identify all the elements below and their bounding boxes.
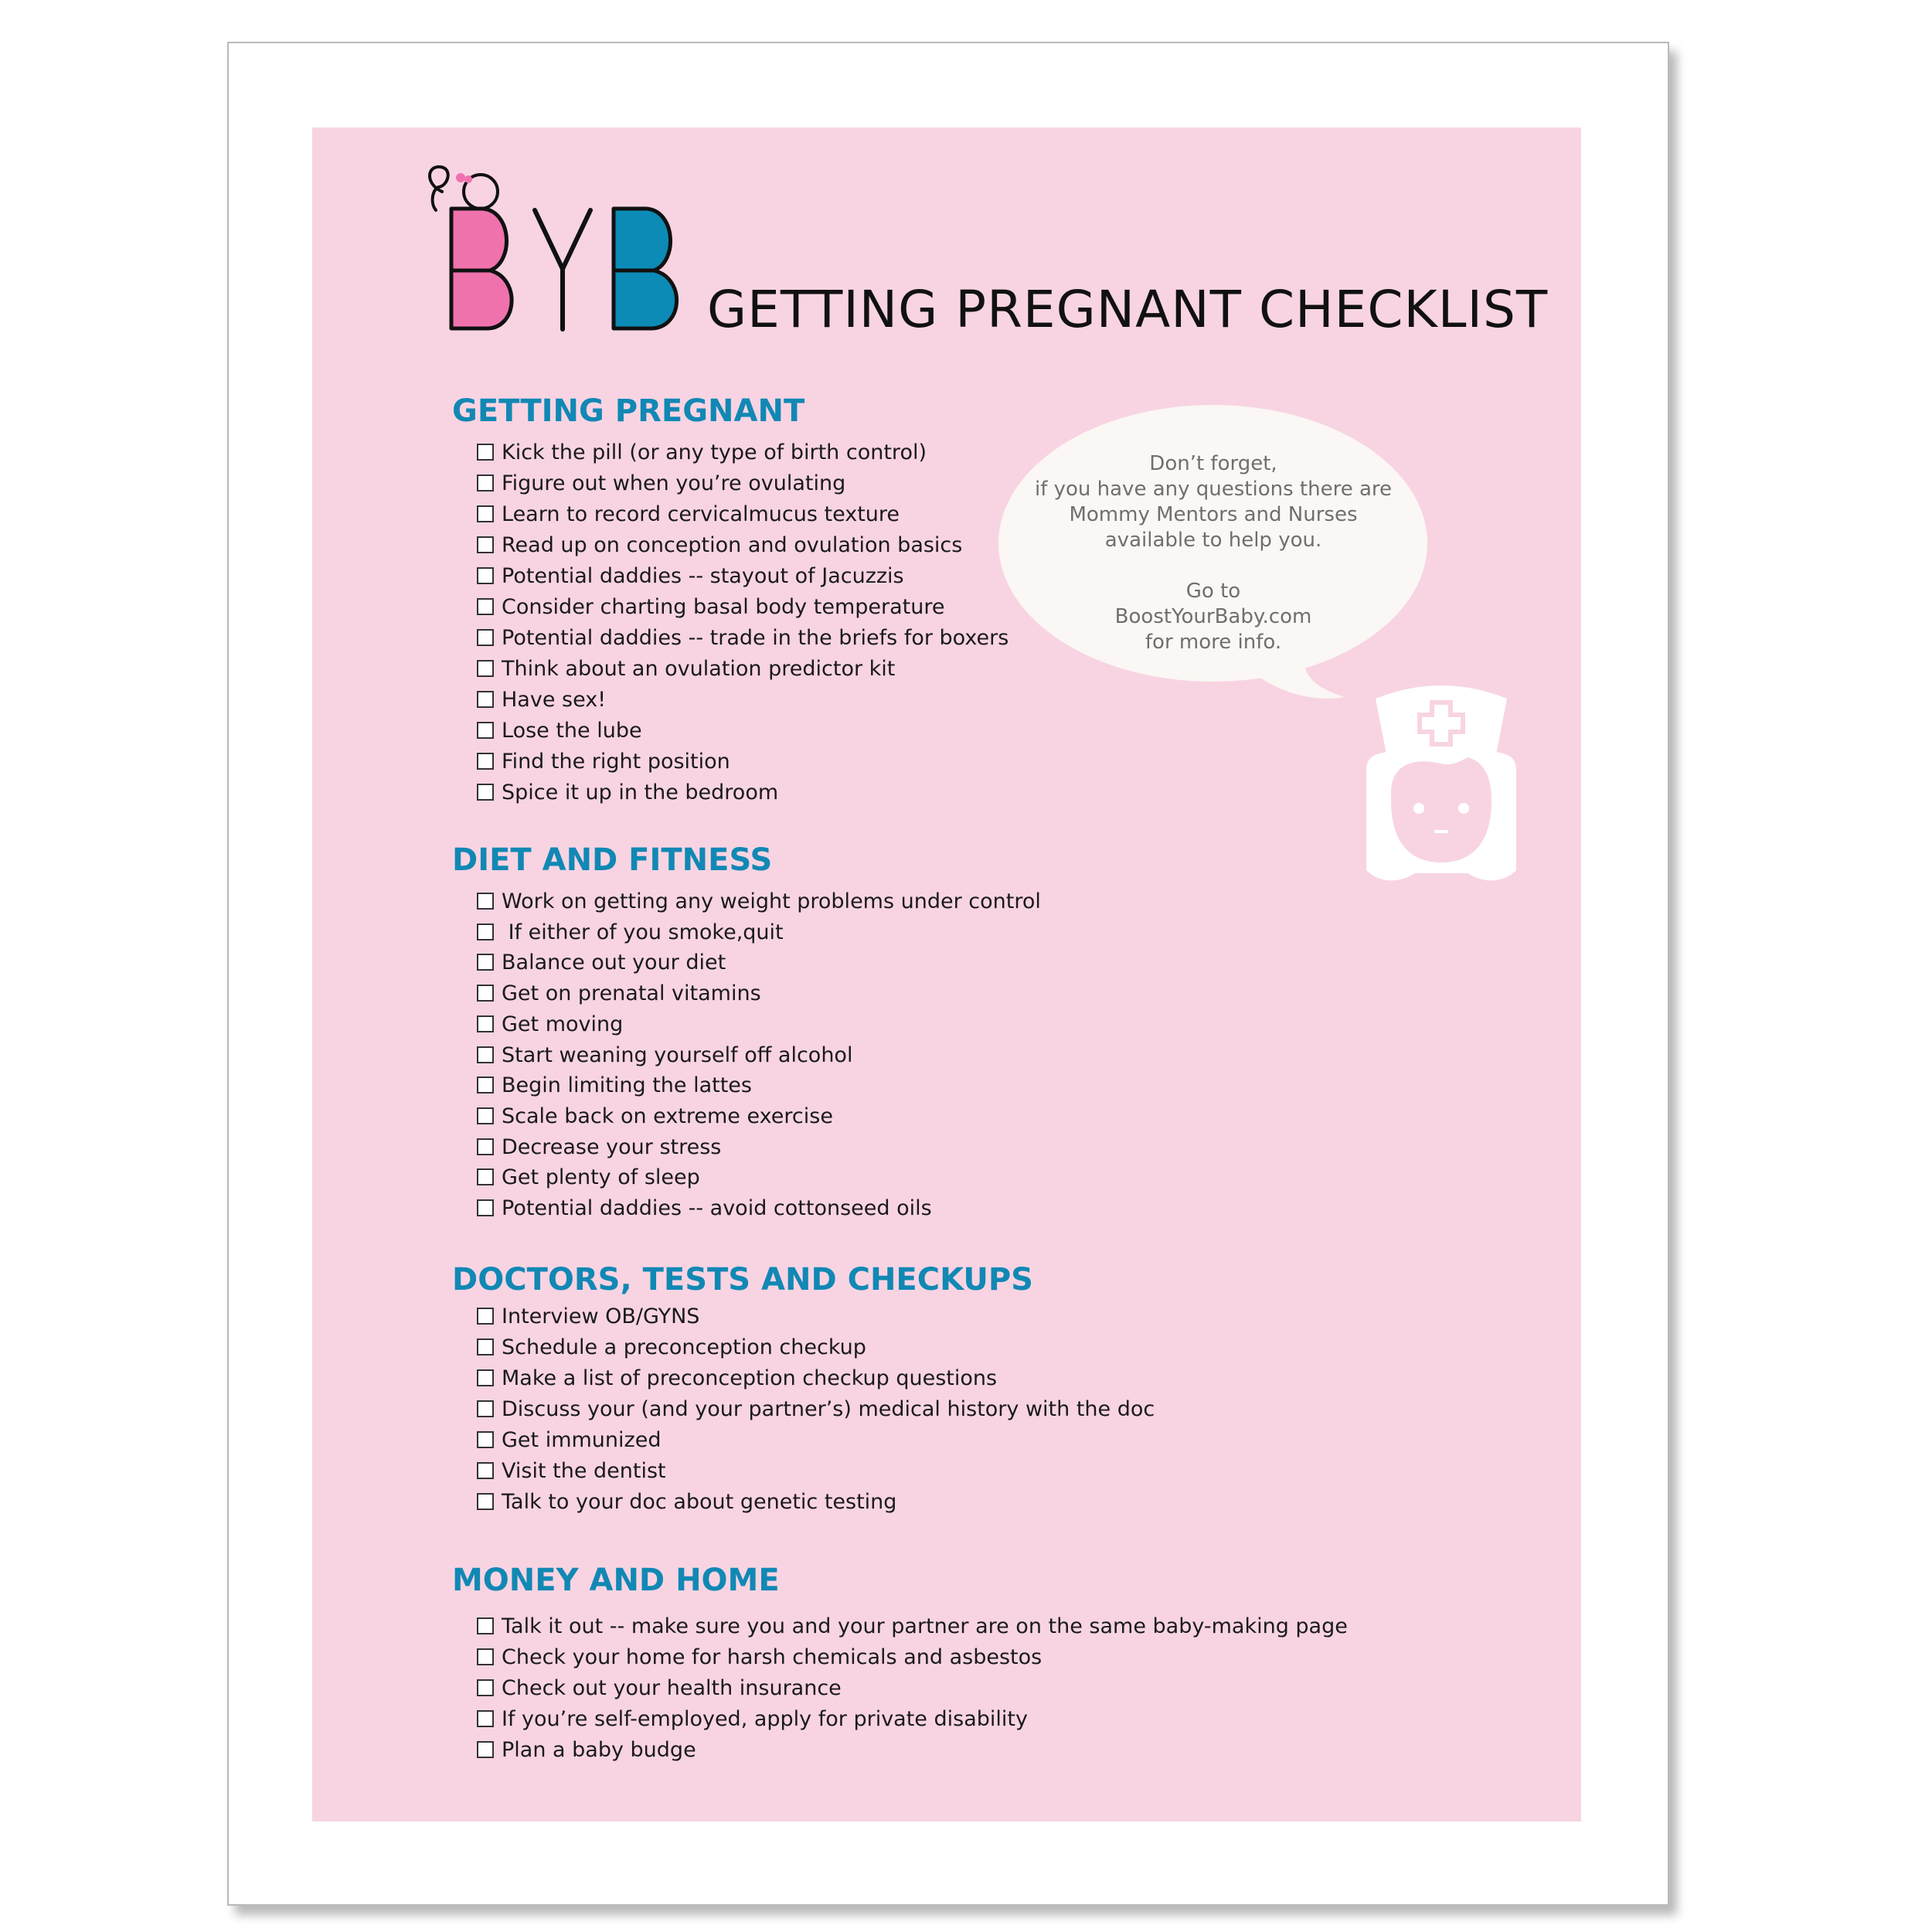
checklist-item-label: Get plenty of sleep bbox=[502, 1165, 700, 1189]
checklist-item-label: Check out your health insurance bbox=[502, 1675, 842, 1700]
checklist-item[interactable] bbox=[477, 1162, 700, 1192]
callout-line: Mommy Mentors and Nurses bbox=[1069, 503, 1358, 526]
checkbox[interactable] bbox=[477, 1369, 494, 1386]
checklist-item-label: Find the right position bbox=[502, 749, 730, 774]
checklist-item[interactable] bbox=[477, 1424, 661, 1455]
checkbox[interactable] bbox=[477, 753, 494, 770]
section-heading: MONEY AND HOME bbox=[452, 1563, 780, 1598]
checkbox[interactable] bbox=[477, 1617, 494, 1634]
checklist-item[interactable] bbox=[477, 437, 927, 468]
checklist-item[interactable] bbox=[477, 1192, 932, 1223]
website-link[interactable]: BoostYourBaby.com bbox=[1114, 605, 1312, 628]
checkbox[interactable] bbox=[477, 691, 494, 708]
checkbox[interactable] bbox=[477, 1710, 494, 1727]
section-heading: DIET AND FITNESS bbox=[452, 842, 773, 878]
checklist-item-label: Have sex! bbox=[502, 687, 607, 712]
checklist-item[interactable] bbox=[477, 777, 778, 808]
checklist-item[interactable] bbox=[477, 1009, 623, 1039]
checklist-item[interactable] bbox=[477, 468, 845, 498]
checklist-item[interactable] bbox=[477, 886, 1041, 917]
checkbox[interactable] bbox=[477, 1107, 494, 1124]
checklist-item[interactable] bbox=[477, 715, 642, 746]
checklist-item[interactable] bbox=[477, 947, 726, 978]
checkbox[interactable] bbox=[477, 954, 494, 971]
checklist-item-label: Interview OB/GYNS bbox=[502, 1304, 700, 1328]
checklist-item-label: Begin limiting the lattes bbox=[502, 1073, 752, 1097]
checkbox[interactable] bbox=[477, 784, 494, 801]
checkbox[interactable] bbox=[477, 1431, 494, 1448]
checklist-item[interactable] bbox=[477, 1039, 852, 1070]
checklist-item[interactable] bbox=[477, 653, 895, 684]
checkbox[interactable] bbox=[477, 474, 494, 492]
logo-letter-b-blue bbox=[614, 209, 677, 328]
checklist-item[interactable] bbox=[477, 1611, 1348, 1641]
checklist-item[interactable] bbox=[477, 1672, 842, 1703]
checklist-item-label: If either of you smoke,quit bbox=[502, 920, 784, 944]
checklist-item-label: Figure out when you’re ovulating bbox=[502, 471, 846, 495]
section-heading: DOCTORS, TESTS AND CHECKUPS bbox=[452, 1262, 1033, 1298]
checklist-item-label: Discuss your (and your partner’s) medical history with the doc bbox=[502, 1396, 1155, 1421]
checklist-item[interactable] bbox=[477, 498, 900, 529]
checklist-item-label: Make a list of preconception checkup questions bbox=[502, 1366, 998, 1390]
checkbox[interactable] bbox=[477, 1400, 494, 1417]
callout-line: for more info. bbox=[1145, 631, 1282, 654]
checklist-item[interactable] bbox=[477, 684, 606, 715]
checklist-item[interactable] bbox=[477, 591, 944, 622]
checklist-item-label: Learn to record cervicalmucus texture bbox=[502, 502, 900, 526]
callout-line: available to help you. bbox=[1104, 529, 1322, 552]
checklist-item-label: Start weaning yourself off alcohol bbox=[502, 1043, 853, 1067]
checklist-item-label: Potential daddies -- avoid cottonseed oils bbox=[502, 1196, 932, 1220]
help-callout-text bbox=[1012, 451, 1414, 655]
checklist-item-label: Lose the lube bbox=[502, 718, 642, 743]
checklist-item-label: Balance out your diet bbox=[502, 950, 726, 975]
checklist-item[interactable] bbox=[477, 1332, 866, 1362]
checkbox[interactable] bbox=[477, 923, 494, 940]
checklist-item-label: Potential daddies -- trade in the briefs for boxers bbox=[502, 625, 1009, 650]
checklist-item[interactable] bbox=[477, 560, 904, 591]
checklist-item-label: Kick the pill (or any type of birth control) bbox=[502, 440, 927, 464]
checklist-item-label: Decrease your stress bbox=[502, 1134, 722, 1159]
speech-bubble-tail bbox=[1236, 649, 1345, 703]
checkbox[interactable] bbox=[477, 1679, 494, 1696]
checkbox[interactable] bbox=[477, 1338, 494, 1355]
checklist-item-label: Get moving bbox=[502, 1012, 624, 1036]
checkbox[interactable] bbox=[477, 598, 494, 615]
checklist-item[interactable] bbox=[477, 1070, 752, 1100]
checklist-item-label: Scale back on extreme exercise bbox=[502, 1104, 833, 1128]
checkbox[interactable] bbox=[477, 1462, 494, 1479]
logo-letter-b-pink bbox=[451, 209, 512, 328]
checklist-item[interactable] bbox=[477, 1100, 833, 1131]
checklist-item-label: Plan a baby budge bbox=[502, 1737, 696, 1762]
section-heading: GETTING PREGNANT bbox=[452, 393, 805, 429]
callout-line: if you have any questions there are bbox=[1034, 478, 1393, 501]
checklist-item-label: Potential daddies -- stayout of Jacuzzis bbox=[502, 563, 904, 588]
checklist-item-label: If you’re self-employed, apply for private disability bbox=[502, 1706, 1028, 1731]
checkbox[interactable] bbox=[477, 1077, 494, 1094]
nurse-icon bbox=[1360, 677, 1522, 893]
ponytail-doodle bbox=[430, 167, 498, 210]
checklist-item[interactable] bbox=[477, 1641, 1042, 1672]
checklist-item[interactable] bbox=[477, 917, 784, 947]
checklist-item-label: Check your home for harsh chemicals and asbestos bbox=[502, 1645, 1043, 1669]
checklist-item[interactable] bbox=[477, 1131, 721, 1162]
checklist-item[interactable] bbox=[477, 1703, 1028, 1734]
byb-logo bbox=[425, 162, 703, 340]
checklist-item[interactable] bbox=[477, 1486, 896, 1517]
checklist-item-label: Get immunized bbox=[502, 1427, 662, 1452]
checkbox[interactable] bbox=[477, 1199, 494, 1216]
checkbox[interactable] bbox=[477, 660, 494, 677]
checklist-item-label: Work on getting any weight problems under control bbox=[502, 889, 1041, 913]
checklist-item-label: Think about an ovulation predictor kit bbox=[502, 656, 896, 681]
checkbox[interactable] bbox=[477, 1138, 494, 1155]
checkbox[interactable] bbox=[477, 722, 494, 739]
checklist-item-label: Talk to your doc about genetic testing bbox=[502, 1489, 897, 1514]
bow bbox=[456, 173, 465, 182]
checkbox[interactable] bbox=[477, 893, 494, 910]
checklist-item[interactable] bbox=[477, 529, 962, 560]
callout-line: Go to bbox=[1185, 580, 1241, 603]
checkbox[interactable] bbox=[477, 1741, 494, 1758]
logo-letter-y bbox=[535, 210, 590, 329]
checkbox[interactable] bbox=[477, 1046, 494, 1063]
checkbox[interactable] bbox=[477, 1493, 494, 1510]
checklist-item[interactable] bbox=[477, 622, 1009, 653]
checklist-item[interactable] bbox=[477, 978, 761, 1009]
checklist-item-label: Read up on conception and ovulation basics bbox=[502, 532, 963, 557]
checklist-item[interactable] bbox=[477, 746, 730, 777]
checklist-item[interactable] bbox=[477, 1455, 666, 1486]
checklist-item-label: Consider charting basal body temperature bbox=[502, 594, 945, 619]
checklist-item-label: Get on prenatal vitamins bbox=[502, 981, 761, 1005]
checklist-item[interactable] bbox=[477, 1362, 997, 1393]
checkbox[interactable] bbox=[477, 1308, 494, 1325]
checklist-item[interactable] bbox=[477, 1393, 1155, 1424]
page-title: GETTING PREGNANT CHECKLIST bbox=[707, 280, 1549, 339]
checklist-item[interactable] bbox=[477, 1734, 696, 1765]
checkbox[interactable] bbox=[477, 1015, 494, 1032]
checkbox[interactable] bbox=[477, 505, 494, 522]
checkbox[interactable] bbox=[477, 629, 494, 646]
checklist-item-label: Spice it up in the bedroom bbox=[502, 780, 779, 804]
checklist-item-label: Talk it out -- make sure you and your partner are on the same baby-making page bbox=[502, 1614, 1348, 1638]
checklist-item-label: Visit the dentist bbox=[502, 1458, 666, 1483]
checklist-item-label: Schedule a preconception checkup bbox=[502, 1335, 866, 1359]
checkbox[interactable] bbox=[477, 985, 494, 1002]
checkbox[interactable] bbox=[477, 536, 494, 553]
checkbox[interactable] bbox=[477, 444, 494, 461]
checkbox[interactable] bbox=[477, 1168, 494, 1185]
callout-line: Don’t forget, bbox=[1149, 452, 1277, 475]
checkbox[interactable] bbox=[477, 1648, 494, 1665]
checkbox[interactable] bbox=[477, 567, 494, 584]
checklist-item[interactable] bbox=[477, 1301, 699, 1332]
